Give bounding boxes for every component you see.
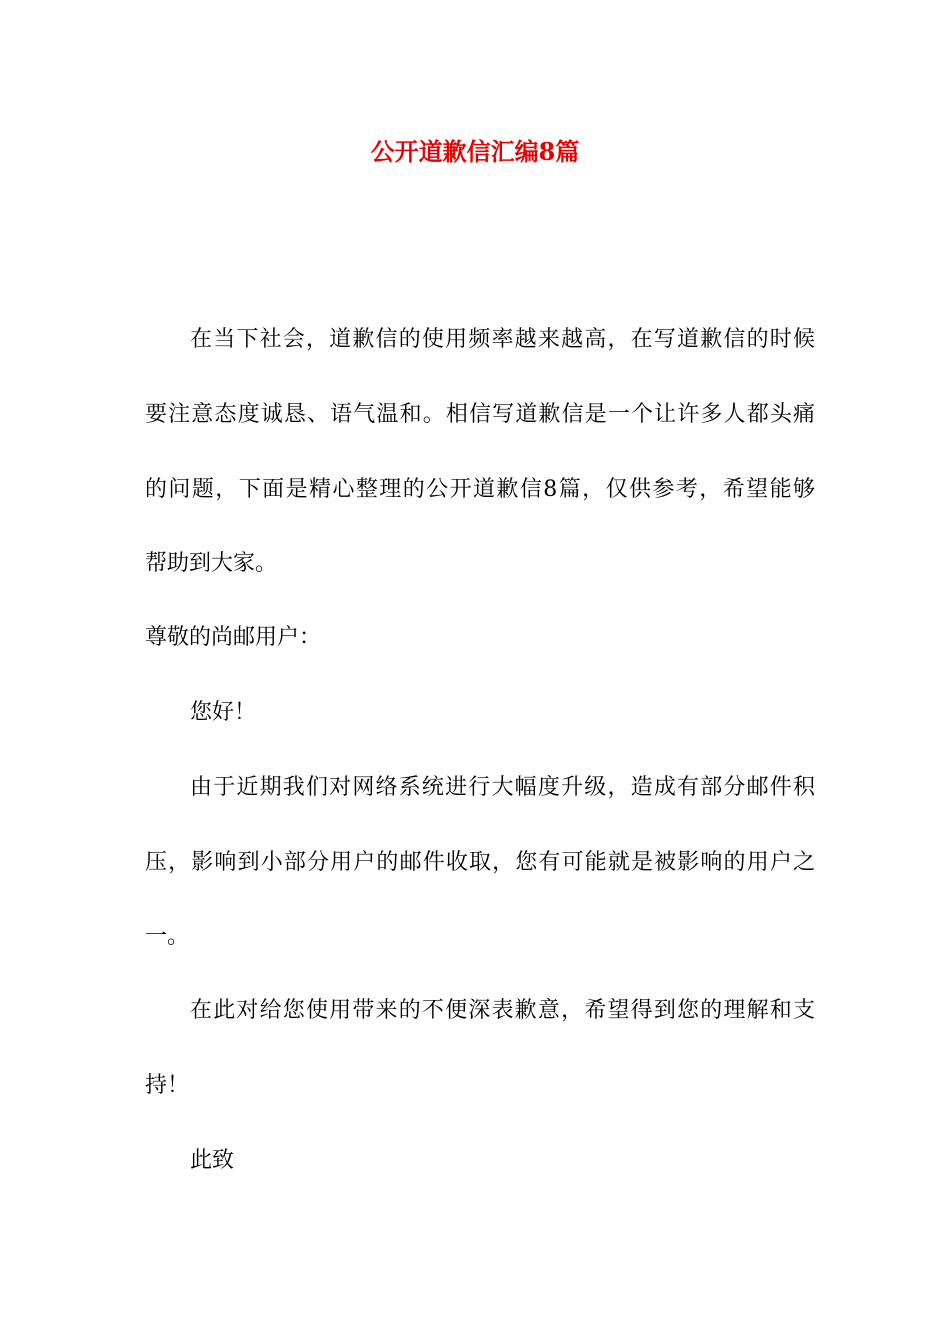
document-title: 公开道歉信汇编8篇 bbox=[370, 137, 580, 166]
paragraph-line: 持！ bbox=[145, 1073, 190, 1098]
intro-line: 的问题，下面是精心整理的公开道歉信8篇，仅供参考，希望能够 bbox=[145, 477, 815, 502]
paragraph-line: 压，影响到小部分用户的邮件收取，您有可能就是被影响的用户之 bbox=[145, 850, 815, 875]
paragraph-line: 在此对给您使用带来的不便深表歉意，希望得到您的理解和支 bbox=[190, 998, 815, 1023]
closing: 此致 bbox=[190, 1148, 235, 1173]
intro-line: 帮助到大家。 bbox=[145, 551, 278, 576]
intro-line: 要注意态度诚恳、语气温和。相信写道歉信是一个让许多人都头痛 bbox=[145, 402, 815, 427]
paragraph-line: 由于近期我们对网络系统进行大幅度升级，造成有部分邮件积 bbox=[190, 775, 815, 800]
paragraph-line: 一。 bbox=[145, 924, 190, 949]
intro-line: 在当下社会，道歉信的使用频率越来越高，在写道歉信的时候 bbox=[190, 327, 815, 352]
greeting: 您好！ bbox=[190, 700, 257, 725]
salutation: 尊敬的尚邮用户： bbox=[145, 625, 322, 650]
